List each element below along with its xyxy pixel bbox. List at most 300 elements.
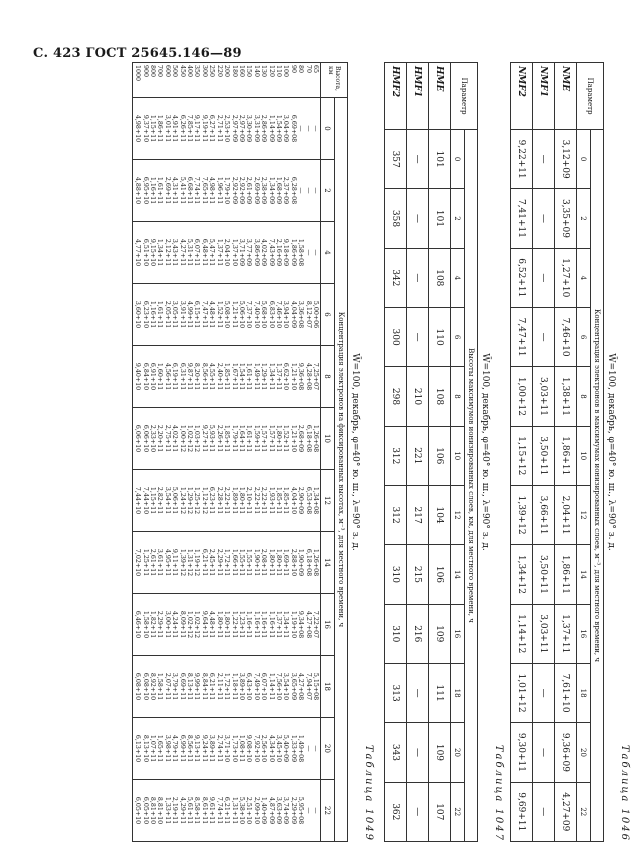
cell: 4,04+09 [289, 300, 297, 329]
cell: 1,54+11 [237, 362, 245, 391]
cell: 7,41+11 [511, 189, 533, 248]
cell: 1,21+10 [289, 424, 297, 453]
hour-header-row [577, 63, 591, 842]
hour-cell: 0 [577, 130, 591, 189]
cell: 1,34+09 [267, 176, 275, 205]
cell: 1,82+11 [149, 610, 157, 639]
cell: 6,05+10 [134, 796, 142, 825]
cell: 3,89+11 [208, 734, 216, 763]
cell: 1,23+11 [237, 610, 245, 639]
cell: 2,22+11 [223, 486, 231, 515]
cell: 3,35+09 [555, 189, 577, 248]
cell: 4,88+10 [134, 176, 142, 205]
cell: 9,22+11 [511, 130, 533, 189]
cell: — [407, 307, 429, 366]
cell: 9,17+11 [193, 114, 201, 143]
cell: 3,30+09 [245, 114, 253, 143]
cell: 7,37+10 [245, 300, 253, 329]
cell: 6,48+11 [200, 238, 208, 267]
cell: 6,52+11 [511, 248, 533, 307]
cell: 1,15+11 [149, 486, 157, 515]
cell: 111 [429, 663, 451, 722]
cell: 2,69+11 [163, 176, 171, 205]
height-value: 600 [163, 65, 171, 78]
cell: 6,07+10 [260, 672, 268, 701]
cell: 221 [407, 426, 429, 485]
table-1049-caption: W̄=100, декабрь, φ=40° ю. ш., λ=90° з. д. [350, 353, 360, 551]
cell: 1,65+11 [156, 734, 164, 763]
hour-cell: 12 [577, 485, 591, 544]
height-value: 900 [141, 65, 149, 78]
cell: 8,09+11 [178, 610, 186, 639]
cell: 2,92+09 [237, 176, 245, 205]
value-column [132, 346, 320, 408]
cell: 108 [429, 248, 451, 307]
cell: 6,23+11 [208, 486, 216, 515]
height-value: 500 [171, 65, 179, 78]
cell: 6,95+10 [141, 176, 149, 205]
hour-cell: 22 [321, 780, 335, 842]
table-1049 [132, 62, 348, 842]
heights-column [132, 63, 320, 98]
table-row [429, 63, 451, 842]
cell: 2,28+11 [215, 486, 223, 515]
cell: — [304, 187, 312, 194]
hour-header-row [451, 63, 465, 842]
cell: — [533, 307, 555, 366]
cell: 2,10+11 [245, 486, 253, 515]
cell: 110 [429, 307, 451, 366]
height-value: 150 [245, 65, 253, 78]
cell: 6,15+11 [193, 300, 201, 329]
cell: 3,12+09 [555, 130, 577, 189]
cell: 7,43+09 [267, 238, 275, 267]
cell: 298 [385, 367, 407, 426]
cell: 6,08+10 [134, 672, 142, 701]
hour-cell: 14 [577, 545, 591, 604]
cell: 358 [385, 189, 407, 248]
cell: 3,94+10 [282, 300, 290, 329]
cell: 9,61+11 [208, 796, 216, 825]
cell: 9,34+08 [297, 610, 305, 639]
cell: 215 [407, 545, 429, 604]
cell: — [312, 125, 319, 132]
cell: 6,08+10 [141, 672, 149, 701]
value-column [132, 656, 320, 718]
cell: 3,60+10 [134, 300, 142, 329]
param-header: Параметр [577, 63, 604, 130]
hour-cell: 16 [451, 604, 465, 663]
hour-cell: 22 [577, 782, 591, 841]
cell: 1,57+11 [267, 424, 275, 453]
cell: — [297, 187, 305, 194]
cell: 7,47+11 [511, 307, 533, 366]
cell: 216 [407, 604, 429, 663]
cell: 9,69+11 [511, 782, 533, 841]
row-label: NMF2 [511, 63, 533, 130]
cell: 1,37+11 [274, 362, 282, 391]
cell: 4,99+11 [186, 300, 194, 329]
hour-cell: 12 [321, 470, 335, 532]
cell: 1,85+11 [223, 362, 231, 391]
cell: 2,69+09 [252, 176, 260, 205]
cell: 1,16+11 [267, 610, 275, 639]
cell: 4,28+08 [304, 362, 312, 391]
cell: 9,40+10 [134, 362, 142, 391]
cell: 1,40+09 [260, 796, 268, 825]
cell: 4,95+11 [163, 548, 171, 577]
cell: 4,98+10 [134, 114, 142, 143]
table-1046-label: Таблица 1046 [619, 744, 630, 842]
cell: 5,06+10 [237, 300, 245, 329]
cell: 5,15+08 [312, 672, 319, 701]
cell: 1,24+12 [178, 486, 186, 515]
cell: 1,00+12 [511, 367, 533, 426]
cell: 6,06+10 [141, 424, 149, 453]
hour-cell: 6 [451, 307, 465, 366]
cell: 7,61+10 [555, 663, 577, 722]
cell: 362 [385, 782, 407, 841]
cell: 1,34+11 [267, 362, 275, 391]
cell: 1,33+11 [163, 796, 171, 825]
height-header: Высота, км [321, 63, 348, 98]
cell: 6,53+08 [304, 486, 312, 515]
cell: 1,07+11 [149, 734, 157, 763]
cell: 7,85+11 [186, 114, 194, 143]
cell: 9,87+11 [186, 362, 194, 391]
table-row [407, 63, 429, 842]
cell: 7,92+10 [252, 734, 260, 763]
table-1049-subtitle: Концентрация электронов на фиксированных высотах, м⁻³, для местного времени, ч [335, 98, 348, 842]
cell: 2,75+11 [163, 424, 171, 453]
cell: 7,74+11 [193, 176, 201, 205]
cell: 1,00+12 [178, 424, 186, 453]
height-value: 110 [274, 65, 282, 78]
height-value: 700 [156, 65, 164, 78]
cell: 1,86+11 [156, 114, 164, 143]
cell: 3,63+09 [274, 796, 282, 825]
cell: 2,04+10 [223, 238, 231, 267]
cell: 1,27+10 [555, 248, 577, 307]
cell: 1,12+12 [200, 486, 208, 515]
cell: 6,31+11 [178, 362, 186, 391]
cell: 300 [385, 307, 407, 366]
value-column [132, 470, 320, 532]
cell: 5,08+10 [223, 300, 231, 329]
cell: 9,13+11 [193, 734, 201, 763]
cell: 2,56+10 [260, 734, 268, 763]
cell: 7,49+10 [252, 672, 260, 701]
cell: 5,31+11 [186, 238, 194, 267]
cell: 4,34+10 [267, 734, 275, 763]
cell: 9,64+11 [200, 610, 208, 639]
cell: 342 [385, 248, 407, 307]
cell: 2,53+10 [223, 114, 231, 143]
cell: 1,19+12 [193, 548, 201, 577]
cell: 6,05+10 [141, 796, 149, 825]
cell: 1,54+09 [274, 114, 282, 143]
height-value: 80 [297, 65, 305, 74]
cell: 1,58+10 [141, 610, 149, 639]
cell: 1,93+11 [267, 486, 275, 515]
hour-cell: 4 [451, 248, 465, 307]
cell: 2,90+09 [297, 486, 305, 515]
value-column [132, 780, 320, 842]
cell: 7,56+10 [274, 672, 282, 701]
hour-cell: 22 [451, 782, 465, 841]
cell: 2,07+11 [163, 672, 171, 701]
height-value: 130 [260, 65, 268, 78]
value-column [132, 222, 320, 284]
hour-cell: 0 [451, 130, 465, 189]
cell: 1,79+11 [230, 424, 238, 453]
cell: 4,27+08 [304, 610, 312, 639]
cell: 6,28+08 [289, 176, 297, 205]
cell: 1,37+11 [555, 604, 577, 663]
cell: 6,07+11 [193, 238, 201, 267]
cell: — [407, 130, 429, 189]
cell: 1,26+08 [312, 424, 319, 453]
cell: 2,68+09 [297, 424, 305, 453]
hour-cell: 2 [321, 160, 335, 222]
cell: 4,56+11 [163, 362, 171, 391]
cell: 3,89+10 [237, 672, 245, 701]
cell: 2,33+10 [149, 424, 157, 453]
cell: 6,51+10 [141, 238, 149, 267]
hour-cell: 8 [321, 346, 335, 408]
cell: 101 [429, 189, 451, 248]
cell: 1,37+11 [274, 610, 282, 639]
cell: 8,61+11 [200, 796, 208, 825]
cell: 6,13+10 [134, 734, 142, 763]
cell: 1,14+12 [511, 604, 533, 663]
cell: 1,22+11 [230, 610, 238, 639]
hour-header-row [321, 63, 335, 842]
table-1047-label: Таблица 1047 [493, 744, 504, 842]
cell: 8,81+10 [149, 796, 157, 825]
value-column [132, 160, 320, 222]
cell: 2,29+11 [215, 548, 223, 577]
cell: 1,52+11 [282, 424, 290, 453]
cell: 106 [429, 426, 451, 485]
cell: 2,51+10 [245, 796, 253, 825]
cell: — [533, 723, 555, 782]
cell: 1,89+11 [230, 486, 238, 515]
cell: 6,19+11 [171, 362, 179, 391]
height-value: 160 [237, 65, 245, 78]
value-column [132, 408, 320, 470]
cell: 6,43+10 [245, 672, 253, 701]
hour-cell: 20 [577, 723, 591, 782]
cell: 210 [407, 367, 429, 426]
hour-cell: 6 [577, 307, 591, 366]
cell: 3,00+11 [163, 610, 171, 639]
cell: 1,33+09 [289, 734, 297, 763]
cell: 1,39+12 [178, 548, 186, 577]
hour-cell: 4 [577, 248, 591, 307]
cell: 1,03+12 [193, 424, 201, 453]
cell: 3,98+11 [163, 734, 171, 763]
cell: 2,16+09 [274, 238, 282, 267]
cell: 2,97+09 [237, 114, 245, 143]
cell: 1,34+12 [511, 545, 533, 604]
cell: 6,26+11 [178, 114, 186, 143]
cell: 1,59+11 [252, 424, 260, 453]
hour-cell: 10 [321, 408, 335, 470]
cell: 1,14+09 [267, 114, 275, 143]
cell: 1,31+12 [186, 548, 194, 577]
cell: 7,47+11 [200, 300, 208, 329]
cell: 1,14+11 [267, 672, 275, 701]
cell: 5,41+11 [178, 176, 186, 205]
cell: 1,55+11 [245, 548, 253, 577]
cell: 3,77+09 [245, 238, 253, 267]
cell: 4,55+11 [208, 362, 216, 391]
cell: 1,01+12 [511, 663, 533, 722]
cell: 7,22+07 [312, 610, 319, 639]
cell: 3,86+09 [252, 238, 260, 267]
cell: 8,12+07 [304, 300, 312, 329]
height-value: 100 [282, 65, 290, 78]
cell: 1,21+10 [289, 362, 297, 391]
cell: 310 [385, 604, 407, 663]
cell: 3,74+09 [282, 796, 290, 825]
table-row [555, 63, 577, 842]
cell: — [297, 125, 305, 132]
cell: 2,05+11 [163, 300, 171, 329]
cell: 3,03+11 [533, 604, 555, 663]
cell: — [533, 663, 555, 722]
table-1049-label: Таблица 1049 [363, 744, 374, 842]
cell: — [407, 248, 429, 307]
cell: 8,81+10 [156, 796, 164, 825]
cell: 1,85+11 [274, 486, 282, 515]
cell: 4,04+10 [289, 486, 297, 515]
cell: — [312, 745, 319, 752]
cell: 3,65+09 [289, 672, 297, 701]
cell: 1,25+11 [141, 548, 149, 577]
cell: 2,82+11 [156, 486, 164, 515]
cell: 1,86+11 [555, 426, 577, 485]
hour-cell: 6 [321, 284, 335, 346]
cell: 2,29+11 [156, 610, 164, 639]
cell: 5,00+06 [312, 300, 319, 329]
cell: 2,74+11 [215, 734, 223, 763]
cell: 4,91+11 [171, 114, 179, 143]
cell: 2,92+09 [230, 176, 238, 205]
cell: 1,79+10 [223, 176, 231, 205]
hour-cell: 18 [577, 663, 591, 722]
cell: 1,55+11 [237, 548, 245, 577]
cell: 8,58+11 [193, 796, 201, 825]
table-1046-subtitle: Концентрация электронов в максимумах ионизированных слоев, м⁻³, для местного времени, ч [591, 130, 604, 842]
cell: 4,31+11 [171, 176, 179, 205]
cell: 1,80+11 [223, 610, 231, 639]
height-value: 350 [193, 65, 201, 78]
row-label: NME [555, 63, 577, 130]
cell: — [312, 187, 319, 194]
cell: — [407, 663, 429, 722]
cell: 4,27+11 [178, 238, 186, 267]
cell: 1,16+11 [149, 300, 157, 329]
cell: 1,68+09 [274, 176, 282, 205]
cell: 1,61+11 [156, 176, 164, 205]
cell: 4,29+11 [178, 796, 186, 825]
height-value: 300 [200, 65, 208, 78]
cell: 3,71+10 [223, 734, 231, 763]
table-1047 [384, 62, 478, 842]
cell: 7,46+10 [274, 300, 282, 329]
hour-cell: 8 [451, 367, 465, 426]
cell: 1,34+11 [282, 610, 290, 639]
cell: — [533, 130, 555, 189]
hour-cell: 2 [577, 189, 591, 248]
cell: 3,31+09 [252, 114, 260, 143]
cell: 7,65+11 [200, 176, 208, 205]
cell: 2,09+10 [252, 796, 260, 825]
cell: 5,40+09 [282, 734, 290, 763]
cell: 7,40+10 [252, 300, 260, 329]
cell: 1,90+09 [297, 548, 305, 577]
cell: 6,68+11 [186, 176, 194, 205]
cell: 107 [429, 782, 451, 841]
cell: 6,84+10 [141, 362, 149, 391]
cell: 1,57+11 [260, 424, 268, 453]
value-column [132, 594, 320, 656]
cell: 3,71+09 [237, 238, 245, 267]
height-value: 800 [149, 65, 157, 78]
cell: 3,03+11 [533, 367, 555, 426]
cell: 3,50+11 [533, 426, 555, 485]
row-label: HMF2 [385, 63, 407, 130]
rotated-page-content [45, 62, 630, 842]
cell: 2,61+11 [149, 548, 157, 577]
cell: — [533, 189, 555, 248]
cell: 1,21+11 [230, 300, 238, 329]
value-column [132, 284, 320, 346]
cell: 1,29+11 [260, 362, 268, 391]
cell: 9,11+11 [171, 548, 179, 577]
cell: 310 [385, 545, 407, 604]
cell: 9,99+11 [193, 672, 201, 701]
cell: 2,26+11 [215, 424, 223, 453]
cell: 1,49+08 [297, 734, 305, 763]
cell: 3,66+11 [533, 485, 555, 544]
cell: 5,38+10 [237, 796, 245, 825]
row-label: HME [429, 63, 451, 130]
cell: 2,20+11 [156, 424, 164, 453]
cell: 1,02+12 [186, 424, 194, 453]
cell: — [304, 807, 312, 814]
cell: 2,88+10 [289, 548, 297, 577]
cell: 313 [385, 663, 407, 722]
cell: 3,91+11 [178, 300, 186, 329]
cell: 3,04+09 [282, 114, 290, 143]
cell: 2,11+11 [215, 672, 223, 701]
cell: 4,79+11 [171, 734, 179, 763]
value-column [132, 532, 320, 594]
cell: 1,86+11 [555, 545, 577, 604]
cell: 1,80+11 [215, 610, 223, 639]
cell: 101 [429, 130, 451, 189]
table-1046 [510, 62, 604, 842]
cell: 6,21+11 [223, 796, 231, 825]
cell: 5,61+11 [186, 796, 194, 825]
hour-cell: 20 [321, 718, 335, 780]
height-value: 65 [312, 65, 319, 74]
cell: 6,99+11 [178, 734, 186, 763]
cell: 2,61+09 [245, 176, 253, 205]
